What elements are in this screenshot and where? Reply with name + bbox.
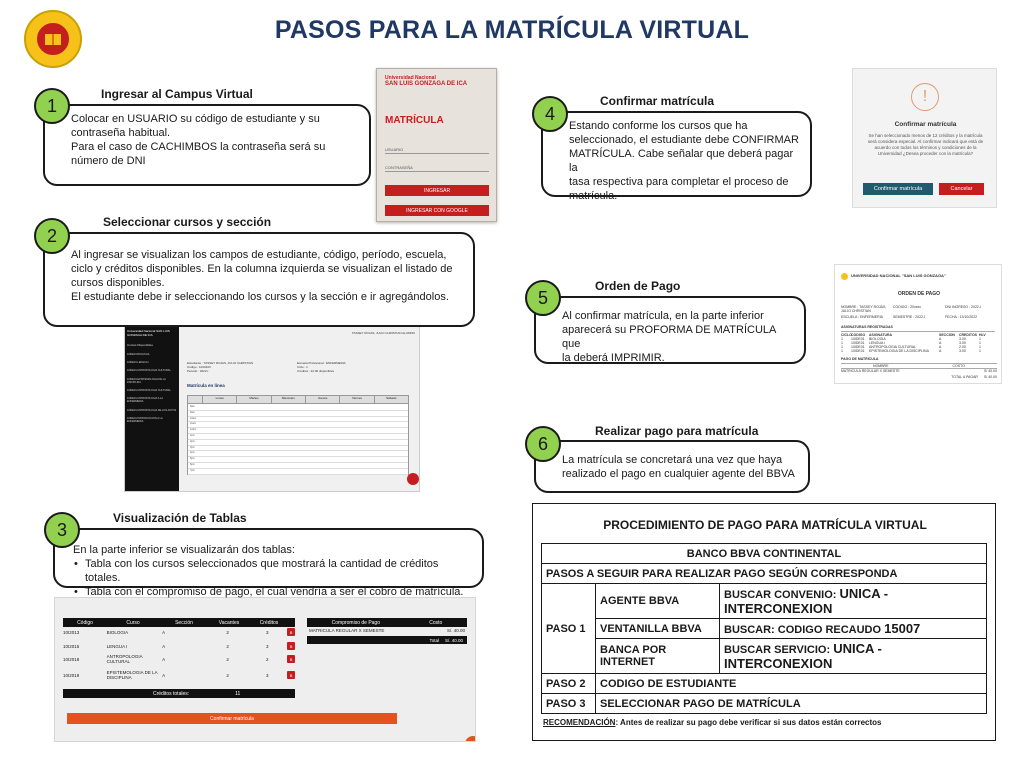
order-title: ORDEN DE PAGO xyxy=(897,291,941,297)
delete-course-button[interactable]: B xyxy=(287,642,295,650)
payment-total-value: S/. 40.00 xyxy=(444,637,463,643)
order-field: DNI INGRESO : 2022-I xyxy=(945,305,981,309)
login-user-field[interactable]: USUARIO xyxy=(385,147,489,154)
procedure-paso2-row xyxy=(542,674,987,694)
enrollment-heading: Matrícula en línea xyxy=(187,383,225,388)
order-payment-col: COSTO xyxy=(952,364,965,368)
schedule-grid-header xyxy=(188,396,408,404)
cancel-button[interactable]: Cancelar xyxy=(939,183,984,195)
course-row xyxy=(63,654,295,664)
schedule-hour-row: 11am xyxy=(188,422,408,428)
step-4-line: matrícula. xyxy=(569,190,618,202)
warning-icon: ! xyxy=(911,83,939,111)
procedure-channel: BANCA POR INTERNET xyxy=(596,639,720,674)
course-row xyxy=(63,642,295,650)
step-2-line: ciclo y créditos disponibles. En la columna izquierda se visualizan el listado de xyxy=(71,263,453,275)
procedure-subtitle: PASOS A SEGUIR PARA REALIZAR PAGO SEGÚN CORRESPONDA xyxy=(542,564,987,584)
info-line: Créditos : 22.00 disponibles xyxy=(297,369,335,373)
fab-icon[interactable] xyxy=(465,736,476,742)
course-cell: A xyxy=(162,656,166,662)
step-3-title: Visualización de Tablas xyxy=(113,511,247,525)
payment-row xyxy=(309,628,465,633)
payment-total-row xyxy=(307,636,467,644)
procedure-action xyxy=(720,639,987,674)
step-6-badge: 6 xyxy=(525,426,561,462)
courses-col-header: Curso xyxy=(126,619,140,626)
payment-order-screenshot xyxy=(834,264,1002,384)
procedure-paso3-row xyxy=(542,694,987,714)
step-1-box xyxy=(43,104,371,186)
course-cell: 2 xyxy=(226,656,229,662)
sidebar-course-item[interactable]: 10IDE01 ANTROPOLOGIA A LA ENFERMERIA xyxy=(127,397,163,404)
schedule-hour-row: 2pm xyxy=(188,440,408,446)
sidebar-course-item[interactable]: 10IDE01 ANTROPOLOGIA CULTURAL xyxy=(127,369,171,373)
order-course-cell: ANTROPOLOGIA CULTURAL xyxy=(869,345,917,349)
schedule-day-label: Sábado xyxy=(374,396,408,403)
sidebar-course-item[interactable]: 10IDE01 LENGUA I xyxy=(127,361,149,365)
step-3-bullet: • Tabla con el compromiso de pago, el cual vendría a ser el cobro de matrícula. xyxy=(73,585,472,599)
schedule-hour-row: 6pm xyxy=(188,463,408,469)
confirm-button[interactable]: Confirmar matrícula xyxy=(863,183,933,195)
step-6-line: La matrícula se concretará una vez que haya xyxy=(562,454,783,466)
order-divider xyxy=(841,331,995,332)
info-line: Código : 1020403 xyxy=(187,365,211,369)
order-courses-header: ASIGNATURAS REGISTRADAS xyxy=(841,325,893,329)
step-2-line: cursos disponibles. xyxy=(71,277,165,289)
courses-col-header: Créditos xyxy=(259,619,279,626)
procedure-action xyxy=(720,619,987,639)
confirm-dialog-message: Se han seleccionado menos de 12 créditos y la matrícula será considera especial. Al confirmar indicará que está de acuerdo con todos los términos y condiciones de la Universidad ¿Desea proceder con la matrícula? xyxy=(867,133,984,156)
step-1-badge: 1 xyxy=(34,88,70,124)
course-cell: BIOLOGIA xyxy=(106,629,129,635)
order-payment-header: PAGO DE MATRICULA xyxy=(841,357,879,361)
procedure-paso2-text: CODIGO DE ESTUDIANTE xyxy=(596,674,987,694)
procedure-recommendation xyxy=(543,718,881,727)
step-5-badge: 5 xyxy=(525,280,561,316)
procedure-paso3-text: SELECCIONAR PAGO DE MATRÍCULA xyxy=(596,694,987,714)
order-course-cell: 1 xyxy=(841,345,843,349)
login-brand-line2: SAN LUIS GONZAGA DE ICA xyxy=(385,81,468,87)
schedule-day-label: Jueves xyxy=(305,396,339,403)
order-payment-cost: S/ 40.00 xyxy=(983,369,997,373)
step-5-box xyxy=(534,296,806,364)
login-screenshot xyxy=(376,68,497,222)
order-course-cell: 1 xyxy=(979,337,981,341)
procedure-paso3: PASO 3 xyxy=(542,694,596,714)
course-cell: 3 xyxy=(265,643,269,649)
order-course-cell: 10IDE01 xyxy=(851,341,865,345)
phone-fab-icon[interactable] xyxy=(407,473,419,485)
schedule-grid xyxy=(187,395,409,475)
order-course-cell: 10IDE01 xyxy=(851,349,865,353)
procedure-paso1-row xyxy=(542,619,987,639)
step-6-box xyxy=(534,440,810,493)
order-course-cell: A xyxy=(939,337,942,341)
page-title: PASOS PARA LA MATRÍCULA VIRTUAL xyxy=(274,16,750,44)
sidebar-title: Cursos Disponibles xyxy=(127,343,153,347)
enrollment-screenshot xyxy=(124,326,420,492)
login-heading: MATRÍCULA xyxy=(385,115,444,126)
step-1-line: Para el caso de CACHIMBOS la contraseña será su xyxy=(71,141,326,153)
enrollment-info-left xyxy=(187,361,253,373)
procedure-action-label: BUSCAR: CODIGO RECAUDO xyxy=(724,624,882,636)
payment-table-header xyxy=(307,618,467,627)
procedure-paso2: PASO 2 xyxy=(542,674,596,694)
credits-value: 11 xyxy=(235,690,241,697)
course-row xyxy=(63,670,295,680)
credits-total-row xyxy=(63,689,295,698)
course-cell: 2 xyxy=(226,643,229,649)
course-cell: 2 xyxy=(265,656,269,662)
step-2-badge: 2 xyxy=(34,218,70,254)
info-line: Ciclo : 1 xyxy=(297,365,308,369)
step-4-badge: 4 xyxy=(532,96,568,132)
schedule-hour-row: 1pm xyxy=(188,434,408,440)
step-5-line: aparecerá su PROFORMA DE MATRÍCULA que xyxy=(562,324,776,350)
sidebar-course-item[interactable]: 10IDE01 BIOLOGIA xyxy=(127,353,150,356)
sidebar-course-item[interactable]: 10IDE01 ANTROPOLOGIA DE LOS ACTOS xyxy=(127,408,177,412)
order-course-row xyxy=(841,349,997,353)
procedure-paso1-row xyxy=(542,584,987,619)
order-course-cell: ASIGNATURA xyxy=(869,333,893,337)
step-1-line: Colocar en USUARIO su código de estudiante y su xyxy=(71,113,320,125)
credits-label: Créditos totales: xyxy=(153,690,190,697)
order-course-cell: 3.00 xyxy=(959,349,966,353)
order-course-cell: A xyxy=(939,349,942,353)
procedure-action xyxy=(720,584,987,619)
courses-col-header: Vacantes xyxy=(218,619,240,626)
order-course-cell: SECCION xyxy=(939,333,955,337)
enrollment-info-right xyxy=(297,361,346,373)
step-4-line: MATRÍCULA. Cabe señalar que deberá pagar la xyxy=(569,148,794,174)
sidebar-course-item[interactable]: 10IDE01 ANTROPOLOGIA CULTURAL xyxy=(127,389,171,393)
step-4-line: Estando conforme los cursos que ha xyxy=(569,120,748,132)
schedule-hour-row: 4pm xyxy=(188,451,408,457)
order-course-cell: 1 xyxy=(979,345,981,349)
payment-total-label: Total xyxy=(429,637,439,643)
procedure-bank: BANCO BBVA CONTINENTAL xyxy=(542,544,987,564)
payment-concept: MATRICULA REGULAR X SEMESTE xyxy=(309,628,385,633)
order-payment-row xyxy=(841,369,997,373)
order-course-cell: BIOLOGIA xyxy=(869,337,886,341)
delete-course-button[interactable]: B xyxy=(287,671,295,679)
step-3-bullet: • Tabla con los cursos seleccionados que mostrará la cantidad de créditos totales. xyxy=(73,557,472,585)
course-cell: 10I2015 xyxy=(63,643,80,649)
confirm-dialog-title: Confirmar matrícula xyxy=(894,121,957,128)
course-cell: 3 xyxy=(265,629,269,635)
login-button[interactable]: INGRESAR xyxy=(385,185,489,196)
order-course-cell: 10IDE01 xyxy=(851,345,865,349)
order-university: UNIVERSIDAD NACIONAL "SAN LUIS GONZAGA" xyxy=(851,273,946,278)
login-password-field[interactable]: CONTRASEÑA xyxy=(385,165,489,172)
course-cell: A xyxy=(162,672,166,678)
step-1-line: número de DNI xyxy=(71,155,146,167)
step-3-bullets xyxy=(73,557,472,599)
recommendation-label: RECOMENDACIÓN xyxy=(543,718,616,727)
courses-table-header xyxy=(63,618,295,627)
order-course-cell: 1 xyxy=(979,349,981,353)
step-1-line: contraseña habitual. xyxy=(71,127,171,139)
step-6-line: realizado el pago en cualquier agente del BBVA xyxy=(562,468,795,480)
course-cell: A xyxy=(162,643,166,649)
login-brand xyxy=(385,75,467,87)
order-field: CODIGO : 20xxxx xyxy=(893,305,922,309)
course-cell: EPISTEMOLOGIA DE LA DISCIPLINA xyxy=(106,670,158,680)
order-course-cell: 10IDE01 xyxy=(851,337,865,341)
schedule-hour-row: 9am xyxy=(188,411,408,417)
order-courses xyxy=(841,333,997,353)
course-cell: 10I2018 xyxy=(63,656,80,662)
schedule-day-label: Viernes xyxy=(339,396,373,403)
order-course-cell: 3.00 xyxy=(959,341,966,345)
delete-course-button[interactable]: B xyxy=(287,628,295,636)
course-cell: 3 xyxy=(265,672,269,678)
step-1-title: Ingresar al Campus Virtual xyxy=(101,87,253,101)
step-6-title: Realizar pago para matrícula xyxy=(595,424,759,438)
delete-course-button[interactable]: B xyxy=(287,655,295,663)
confirm-dialog-screenshot xyxy=(852,68,997,208)
order-field: NOMBRE : TASSEY ROJAS, JULIO CHRISTIAN xyxy=(841,305,887,313)
order-fields xyxy=(841,305,997,319)
login-brand-line1: Universidad Nacional xyxy=(385,75,436,81)
schedule-day-label: Miércoles xyxy=(271,396,305,403)
step-4-line: seleccionado, el estudiante debe CONFIRMAR xyxy=(569,134,799,146)
step-3-box xyxy=(53,528,484,598)
schedule-day-label: Martes xyxy=(236,396,270,403)
payment-col-header: Costo xyxy=(429,619,443,626)
order-course-cell: 1 xyxy=(979,341,981,345)
order-total-row xyxy=(841,375,997,379)
step-4-box xyxy=(541,111,812,202)
schedule-hour-row: 5pm xyxy=(188,457,408,463)
course-cell: ANTROPOLOGIA CULTURAL xyxy=(106,654,143,664)
procedure-action-value: UNICA - INTERCONEXION xyxy=(724,586,889,616)
order-course-cell: 1 xyxy=(841,341,843,345)
order-payment-col: NOMBRE xyxy=(873,364,889,368)
info-line: Periodo : 2022-I xyxy=(187,369,209,373)
order-payment-concept: MATRICULA REGULAR X SEMESTE xyxy=(841,369,900,373)
courses-col-header: Código xyxy=(77,619,93,626)
order-field: FECHA : 13/10/2022 xyxy=(945,315,978,319)
order-course-cell: CREDITOS xyxy=(959,333,978,337)
course-cell: A xyxy=(162,629,166,635)
order-course-cell: LENGUA I xyxy=(869,341,886,345)
order-total-label: TOTAL A PAGAR xyxy=(951,375,978,379)
step-5-line: la deberá IMPRIMIR. xyxy=(562,352,665,364)
order-course-cell: 3.00 xyxy=(959,337,966,341)
procedure-paso1-row xyxy=(542,639,987,674)
schedule-hour-row: 7pm xyxy=(188,469,408,475)
step-5-line: Al confirmar matrícula, en la parte inferior xyxy=(562,310,764,322)
schedule-hour-row: 8am xyxy=(188,405,408,411)
confirm-enrollment-button[interactable]: Confirmar matrícula xyxy=(67,713,397,724)
order-course-cell: HLV xyxy=(979,333,986,337)
enrollment-user: TASSEY ROJAS, JULIO CHRISTIAN ALUMNO xyxy=(351,331,415,335)
step-3-intro: En la parte inferior se visualizarán dos tablas: xyxy=(73,544,295,556)
course-cell: LENGUA I xyxy=(106,643,128,649)
tables-screenshot xyxy=(54,597,476,742)
step-2-title: Seleccionar cursos y sección xyxy=(103,215,272,229)
procedure-paso1: PASO 1 xyxy=(542,584,596,674)
info-line: Escuela Profesional : ENFERMERIA xyxy=(297,361,346,365)
step-5-title: Orden de Pago xyxy=(595,279,681,293)
procedure-table xyxy=(541,543,987,714)
procedure-action-value: UNICA - INTERCONEXION xyxy=(724,641,882,671)
login-google-button[interactable]: INGRESAR CON GOOGLE xyxy=(385,205,489,216)
step-4-line: tasa respectiva para completar el proceso de xyxy=(569,176,789,188)
step-2-box xyxy=(43,232,475,327)
enrollment-brand: Universidad Nacional SAN LUIS GONZAGA DE ICA xyxy=(127,329,170,337)
payment-procedure-panel xyxy=(532,503,996,741)
procedure-title: PROCEDIMIENTO DE PAGO PARA MATRÍCULA VIRTUAL xyxy=(603,518,927,532)
recommendation-text: : Antes de realizar su pago debe verificar si sus datos están correctos xyxy=(615,718,882,727)
course-cell: 2 xyxy=(226,629,229,635)
step-2-line: El estudiante debe ir seleccionando los cursos y la sección e ir agregándolos. xyxy=(71,291,449,303)
schedule-hour-row: 3pm xyxy=(188,446,408,452)
order-course-cell: EPISTEMOLOGIA DE LA DISCIPLINA xyxy=(869,349,929,353)
schedule-day-label: Lunes xyxy=(202,396,236,403)
order-course-cell: A xyxy=(939,345,942,349)
order-course-cell: 1 xyxy=(841,349,843,353)
payment-col-header: Compromiso de Pago xyxy=(331,619,380,626)
procedure-action-label: BUSCAR SERVICIO: xyxy=(724,644,831,656)
schedule-hour-row: 10am xyxy=(188,417,408,423)
order-course-cell: CODIGO xyxy=(851,333,866,337)
step-2-line: Al ingresar se visualizan los campos de estudiante, código, período, escuela, xyxy=(71,249,447,261)
order-course-cell: CICLO xyxy=(841,333,852,337)
procedure-action-value: 15007 xyxy=(884,621,921,636)
procedure-channel: VENTANILLA BBVA xyxy=(596,619,720,639)
info-line: Estudiante : TASSEY ROJAS, JULIO CHRISTIAN xyxy=(187,361,254,365)
procedure-subtitle-row xyxy=(542,564,987,584)
course-cell: 2 xyxy=(226,672,229,678)
course-row xyxy=(63,628,295,636)
sidebar-course-item[interactable]: 10IDE01 EPISTEMOLOGIA DE LA DISCIPLINA xyxy=(127,377,166,384)
sidebar-course-item[interactable]: 10IDE01 INTRODUCCION A LA ENFERMERIA xyxy=(127,416,163,424)
procedure-channel: AGENTE BBVA xyxy=(596,584,720,619)
procedure-action-label: BUSCAR CONVENIO: xyxy=(724,589,837,601)
procedure-bank-row xyxy=(542,544,987,564)
courses-col-header: Sección xyxy=(175,619,193,626)
schedule-hour-row: 12pm xyxy=(188,428,408,434)
order-course-cell: A xyxy=(939,341,942,345)
order-field: ESCUELA : ENFERMERIA xyxy=(841,315,884,319)
order-logo-icon xyxy=(841,273,848,280)
step-3-badge: 3 xyxy=(44,512,80,548)
course-cell: 10I2013 xyxy=(63,629,80,635)
order-course-cell: 2.00 xyxy=(959,345,966,349)
enrollment-sidebar xyxy=(125,327,179,492)
payment-cost: S/. 40.00 xyxy=(446,628,465,633)
course-cell: 10I2019 xyxy=(63,672,80,678)
order-course-cell: 1 xyxy=(841,337,843,341)
step-4-title: Confirmar matrícula xyxy=(600,94,715,108)
order-field: SEMESTRE : 2022-I xyxy=(893,315,926,319)
order-total-value: S/ 40.00 xyxy=(983,375,997,379)
